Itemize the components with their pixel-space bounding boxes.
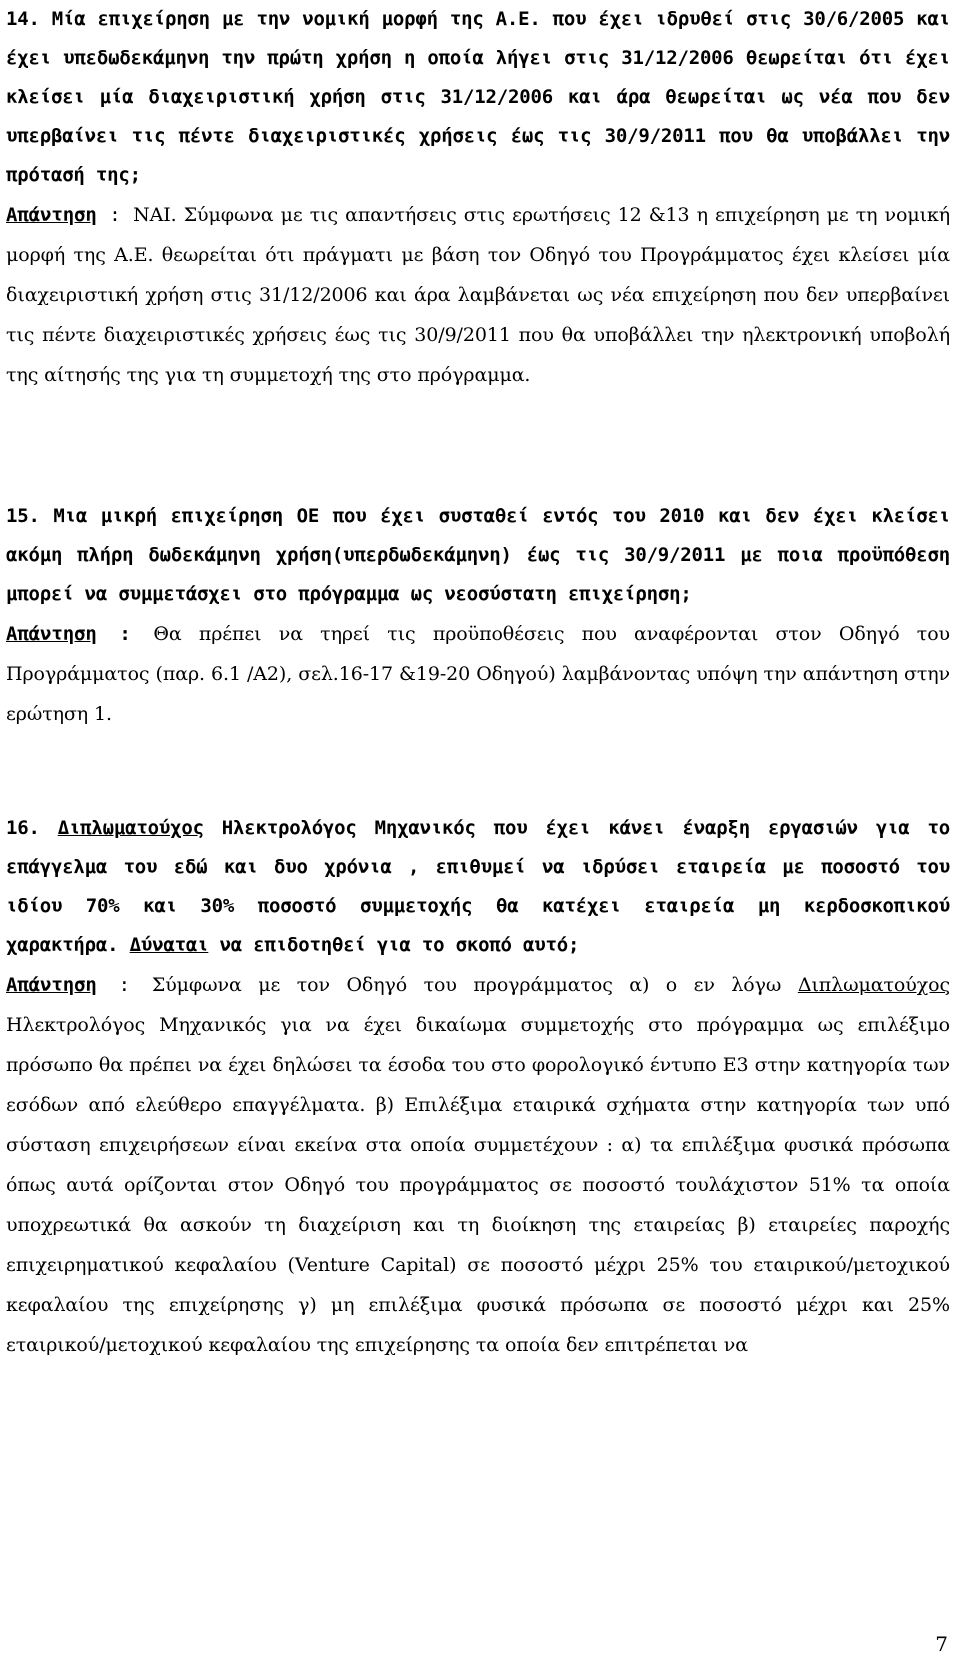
question-text-underlined: Δύναται xyxy=(129,934,209,956)
answer-separator: : xyxy=(96,623,154,645)
answer-text: Σύμφωνα με τον Οδηγό του προγράμματος α) ο εν λόγω xyxy=(151,974,798,996)
question-text: Ηλεκτρολόγος Μηχανικός που έχει κάνει έναρξη εργασιών για το επάγγελμα του εδώ και δυο χρόνια , επιθυμεί να ιδρύσει εταιρεία με ποσοστό του ιδίου 70% και 30% ποσοστό συμμετοχής θα κατέχει εταιρεία μη κερδοσκοπικού χαρακτήρα. xyxy=(6,817,950,956)
page-number: 7 xyxy=(935,1632,948,1656)
answer-separator: : xyxy=(96,204,134,226)
answer-text-underlined: Διπλωματούχος xyxy=(797,974,950,996)
faq-item-15 xyxy=(6,497,950,734)
answer-text: Θα πρέπει να τηρεί τις προϋποθέσεις που αναφέρονται στον Οδηγό του Προγράμματος (παρ. 6.1 /Α2), σελ.16-17 &19-20 Οδηγού) λαμβάνοντας υπόψη την απάντηση στην ερώτηση 1. xyxy=(6,623,950,725)
question-15 xyxy=(6,497,950,614)
faq-item-14 xyxy=(6,0,950,395)
answer-15 xyxy=(6,614,950,734)
question-text: Μία επιχείρηση με την νομική μορφή της Α.Ε. που έχει ιδρυθεί στις 30/6/2005 και έχει υπεδωδεκάμηνη την πρώτη χρήση η οποία λήγει στις 31/12/2006 θεωρείται ότι έχει κλείσει μία διαχειριστική χρήση στις 31/12/2006 και άρα θεωρείται ως νέα που δεν υπερβαίνει τις πέντε διαχειριστικές χρήσεις έως τις 30/9/2011 που θα υποβάλλει την πρότασή της; xyxy=(6,8,950,186)
question-text-underlined: Διπλωματούχος xyxy=(57,817,204,839)
question-number: 14. xyxy=(6,8,40,30)
question-text: Μια μικρή επιχείρηση ΟΕ που έχει συσταθεί εντός του 2010 και δεν έχει κλείσει ακόμη πλήρη δωδεκάμηνη χρήση(υπερδωδεκάμηνη) έως τις 30/9/2011 με ποια προϋπόθεση μπορεί να συμμετάσχει στο πρόγραμμα ως νεοσύστατη επιχείρηση; xyxy=(6,505,950,605)
question-16 xyxy=(6,809,950,965)
answer-16 xyxy=(6,965,950,1365)
answer-label: Απάντηση xyxy=(6,623,97,645)
answer-label: Απάντηση xyxy=(6,204,97,226)
question-14 xyxy=(6,0,950,195)
answer-text: ΝΑΙ. Σύμφωνα με τις απαντήσεις στις ερωτήσεις 12 &13 η επιχείρηση με τη νομική μορφή της Α.Ε. θεωρείται ότι πράγματι με βάση τον Οδηγό του Προγράμματος έχει κλείσει μία διαχειριστική χρήση στις 31/12/2006 και άρα λαμβάνεται ως νέα επιχείρηση που δεν υπερβαίνει τις πέντε διαχειριστικές χρήσεις έως τις 30/9/2011 που θα υποβάλλει την ηλεκτρονική υποβολή της αίτησής της για τη συμμετοχή της στο πρόγραμμα. xyxy=(6,204,950,386)
faq-item-16 xyxy=(6,809,950,1365)
question-number: 16. xyxy=(6,817,40,839)
answer-label: Απάντηση xyxy=(6,974,97,996)
answer-14 xyxy=(6,195,950,395)
question-number: 15. xyxy=(6,505,40,527)
answer-separator: : xyxy=(96,974,152,996)
answer-text: Ηλεκτρολόγος Μηχανικός για να έχει δικαίωμα συμμετοχής στο πρόγραμμα ως επιλέξιμο πρόσωπο θα πρέπει να έχει δηλώσει τα έσοδα του στο φορολογικό έντυπο Ε3 στην κατηγορία των εσόδων από ελεύθερο επαγγέλματα. β) Επιλέξιμα εταιρικά σχήματα στην κατηγορία των υπό σύσταση επιχειρήσεων είναι εκείνα στα οποία συμμετέχουν : α) τα επιλέξιμα φυσικά πρόσωπα όπως αυτά ορίζονται στον Οδηγό του προγράμματος σε ποσοστό τουλάχιστον 51% τα οποία υποχρεωτικά θα ασκούν τη διαχείριση και τη διοίκηση της εταιρείας β) εταιρείες παροχής επιχειρηματικού κεφαλαίου (Venture Capital) σε ποσοστό μέχρι 25% του εταιρικού/μετοχικού κεφαλαίου της επιχείρησης γ) μη επιλέξιμα φυσικά πρόσωπα σε ποσοστό μέχρι και 25% εταιρικού/μετοχικού κεφαλαίου της επιχείρησης τα οποία δεν επιτρέπεται να xyxy=(6,1014,950,1356)
question-text: να επιδοτηθεί για το σκοπό αυτό; xyxy=(208,934,580,956)
